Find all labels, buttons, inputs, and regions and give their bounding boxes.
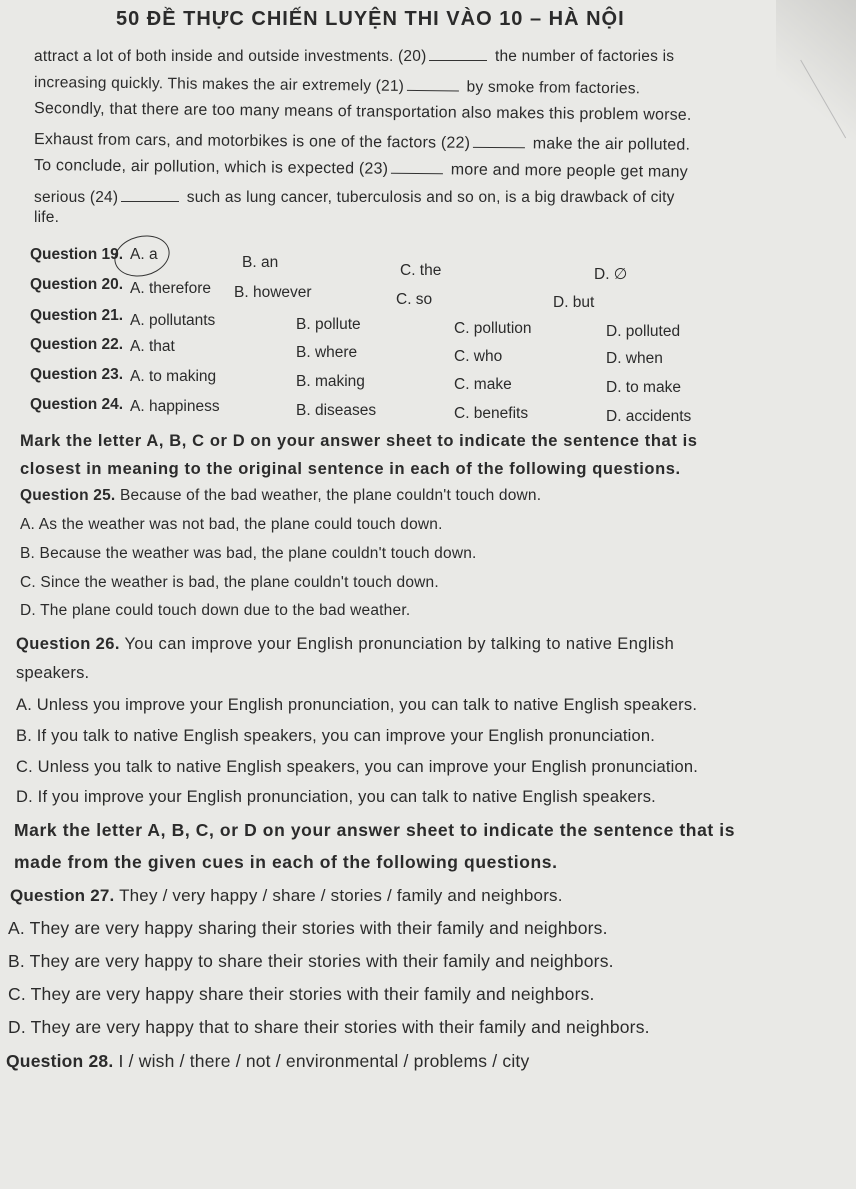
option-b: B. an: [242, 254, 279, 271]
option-b: B. however: [234, 284, 312, 301]
section-3-instruction-1: Mark the letter A, B, C, or D on your answer sheet to indicate the sentence that is: [14, 820, 736, 840]
option-d: D. when: [606, 350, 663, 367]
blank-21: [407, 76, 459, 92]
option-b: B. where: [296, 344, 358, 361]
passage-text: such as lung cancer, tuberculosis and so on, is a big drawback of city: [186, 189, 675, 206]
q26-option-c: C. Unless you talk to native English speakers, you can improve your English pronunciation.: [16, 758, 699, 776]
passage-line-7: life.: [34, 209, 60, 226]
passage-text: more and more people get many: [450, 161, 688, 181]
question-25-stem: [20, 487, 541, 505]
option-d: D. to make: [606, 379, 681, 396]
question-label: Question 28.: [6, 1051, 114, 1071]
passage-line-1: [34, 46, 674, 66]
question-label: Question 25.: [20, 487, 116, 504]
question-label: Question 21.: [30, 307, 124, 324]
passage-line-5: [34, 155, 688, 182]
blank-24: [121, 187, 179, 202]
q25-option-c: C. Since the weather is bad, the plane couldn't touch down.: [20, 574, 439, 591]
option-c: C. make: [454, 376, 512, 393]
question-label: Question 19.: [30, 246, 124, 263]
passage-text: make the air polluted.: [532, 135, 691, 154]
option-a: A. a: [130, 246, 158, 263]
question-26-stem-cont: speakers.: [16, 664, 90, 682]
question-label: Question 23.: [30, 366, 124, 383]
option-b: B. making: [296, 373, 365, 390]
option-a: A. to making: [130, 368, 217, 385]
q25-option-b: B. Because the weather was bad, the plane couldn't touch down.: [20, 545, 477, 562]
blank-22: [473, 133, 525, 148]
passage-line-2: [34, 72, 640, 98]
option-d: D. but: [553, 294, 595, 311]
option-c: C. pollution: [454, 320, 532, 337]
option-a: A. that: [130, 338, 175, 355]
passage-text: To conclude, air pollution, which is expected (23): [33, 157, 389, 178]
option-c: C. benefits: [454, 405, 529, 422]
passage-text: Exhaust from cars, and motorbikes is one of the factors (22): [33, 131, 471, 152]
q25-option-a: A. As the weather was not bad, the plane could touch down.: [20, 516, 443, 533]
question-label: Question 26.: [16, 635, 120, 653]
page-title: 50 ĐỀ THỰC CHIẾN LUYỆN THI VÀO 10 – HÀ NỘI: [116, 8, 625, 30]
section-3-instruction-2: made from the given cues in each of the following questions.: [14, 852, 558, 872]
passage-text: attract a lot of both inside and outside investments. (20): [34, 48, 427, 65]
question-label: Question 20.: [30, 276, 124, 293]
question-28-stem: [6, 1051, 529, 1072]
option-a: A. therefore: [130, 280, 211, 297]
question-text: They / very happy / share / stories / family and neighbors.: [119, 886, 563, 905]
option-c: C. the: [400, 262, 442, 279]
q25-option-d: D. The plane could touch down due to the bad weather.: [20, 602, 411, 619]
question-text: Because of the bad weather, the plane couldn't touch down.: [119, 487, 542, 504]
q26-option-a: A. Unless you improve your English pronunciation, you can talk to native English speakers.: [16, 696, 698, 714]
question-26-stem: [16, 635, 674, 654]
option-a: A. pollutants: [130, 312, 216, 329]
q26-option-d: D. If you improve your English pronunciation, you can talk to native English speakers.: [16, 788, 656, 806]
option-c: C. so: [396, 291, 433, 308]
passage-text: by smoke from factories.: [466, 78, 641, 98]
passage-line-3: Secondly, that there are too many means of transportation also makes this problem worse.: [33, 100, 692, 124]
question-label: Question 27.: [10, 886, 115, 905]
option-b: B. diseases: [296, 402, 377, 419]
section-2-instruction-2: closest in meaning to the original sentence in each of the following questions.: [20, 460, 681, 478]
passage-line-4: [34, 129, 690, 155]
blank-20: [429, 46, 487, 61]
blank-23: [391, 159, 443, 175]
option-d: D. ∅: [594, 266, 628, 283]
q27-option-c: C. They are very happy share their stories with their family and neighbors.: [8, 984, 595, 1004]
question-label: Question 22.: [30, 336, 124, 353]
question-label: Question 24.: [30, 396, 124, 413]
option-c: C. who: [454, 348, 503, 365]
passage-text: increasing quickly. This makes the air extremely (21): [33, 74, 405, 95]
passage-line-6: [34, 187, 675, 207]
option-b: B. pollute: [296, 316, 361, 333]
passage-text: serious (24): [34, 189, 119, 206]
question-text: You can improve your English pronunciation by talking to native English: [124, 635, 675, 653]
passage-text: the number of factories is: [494, 48, 675, 65]
question-27-stem: [10, 886, 563, 906]
q27-option-b: B. They are very happy to share their stories with their family and neighbors.: [8, 951, 614, 971]
q26-option-b: B. If you talk to native English speakers, you can improve your English pronunciation.: [16, 727, 656, 745]
option-d: D. polluted: [606, 323, 681, 340]
option-a: A. happiness: [130, 398, 220, 415]
q27-option-d: D. They are very happy that to share their stories with their family and neighbors.: [8, 1017, 650, 1037]
q27-option-a: A. They are very happy sharing their stories with their family and neighbors.: [8, 918, 608, 938]
option-d: D. accidents: [606, 408, 692, 425]
section-2-instruction-1: Mark the letter A, B, C or D on your answer sheet to indicate the sentence that is: [20, 432, 698, 450]
question-text: I / wish / there / not / environmental / problems / city: [118, 1051, 530, 1071]
